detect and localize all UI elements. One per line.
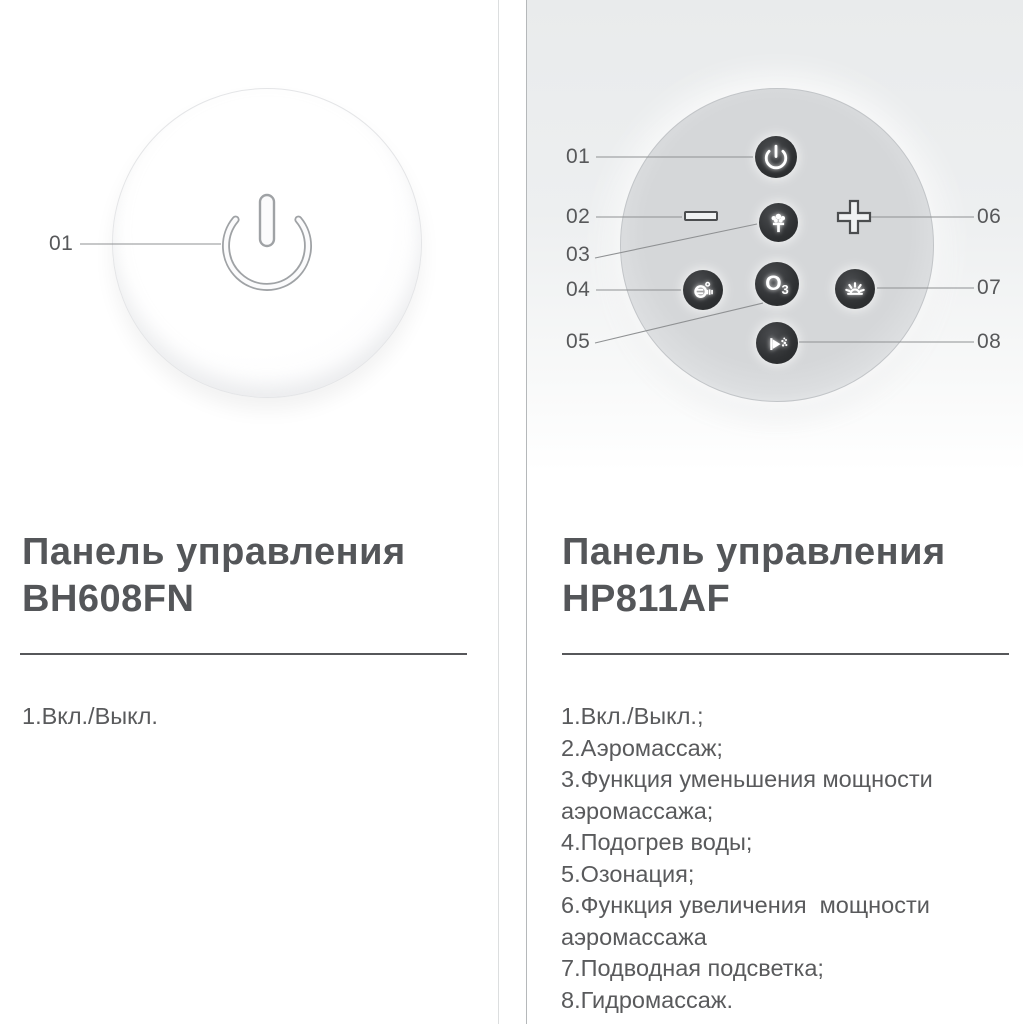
left-feature-item: 1.Вкл./Выкл. [22,703,158,729]
aeromassage-button [759,203,798,242]
right-panel-title [562,529,946,623]
callout-label-05: 05 [566,330,591,353]
hydromassage-button [756,322,798,364]
callout-label-07: 07 [977,276,1002,299]
left-title-line1: Панель управления [22,531,406,573]
left-feature-list [22,701,482,733]
power-icon [763,144,789,170]
left-title-divider [20,653,467,655]
air-bubbles-icon [766,210,791,235]
feature-item-5: 5.Озонация; [561,860,695,887]
power-button [755,136,797,178]
plus-icon [836,199,872,235]
right-photo-left-border [526,0,527,1024]
left-panel-title [22,529,406,623]
column-divider [498,0,499,1024]
right-feature-list [561,701,1016,1016]
ozone-o3-icon: $O_3$ [765,271,789,297]
callout-label-04: 04 [566,278,591,301]
sun-light-icon [842,276,868,302]
callout-label-08: 08 [977,330,1002,353]
feature-item-7: 7.Подводная подсветка; [561,955,824,981]
feature-item-2: 2.Аэромассаж; [561,734,723,761]
left-model-name: BH608FN [22,578,195,620]
feature-item-6: 6.Функция увеличения мощности аэромассажа [561,892,937,950]
callout-label-left-01: 01 [49,232,74,255]
callout-label-01: 01 [566,145,591,168]
minus-icon [684,211,718,221]
feature-item-8: 8.Гидромассаж. [561,986,734,1013]
callout-label-02: 02 [566,205,591,228]
underwater-light-button [835,269,875,309]
power-icon [212,188,322,298]
right-title-line1: Панель управления [562,531,946,573]
feature-item-4: 4.Подогрев воды; [561,829,753,855]
water-heating-button [683,270,723,310]
right-title-divider [562,653,1009,655]
callout-label-06: 06 [977,205,1002,228]
callout-label-03: 03 [566,243,591,266]
water-heating-icon [691,278,716,303]
ozone-button [755,262,799,306]
feature-item-3: 3.Функция уменьшения мощности аэромассажа; [561,766,940,824]
right-model-name: HP811AF [562,578,731,620]
feature-item-1: 1.Вкл./Выкл.; [561,703,704,729]
water-jet-icon [764,330,790,356]
